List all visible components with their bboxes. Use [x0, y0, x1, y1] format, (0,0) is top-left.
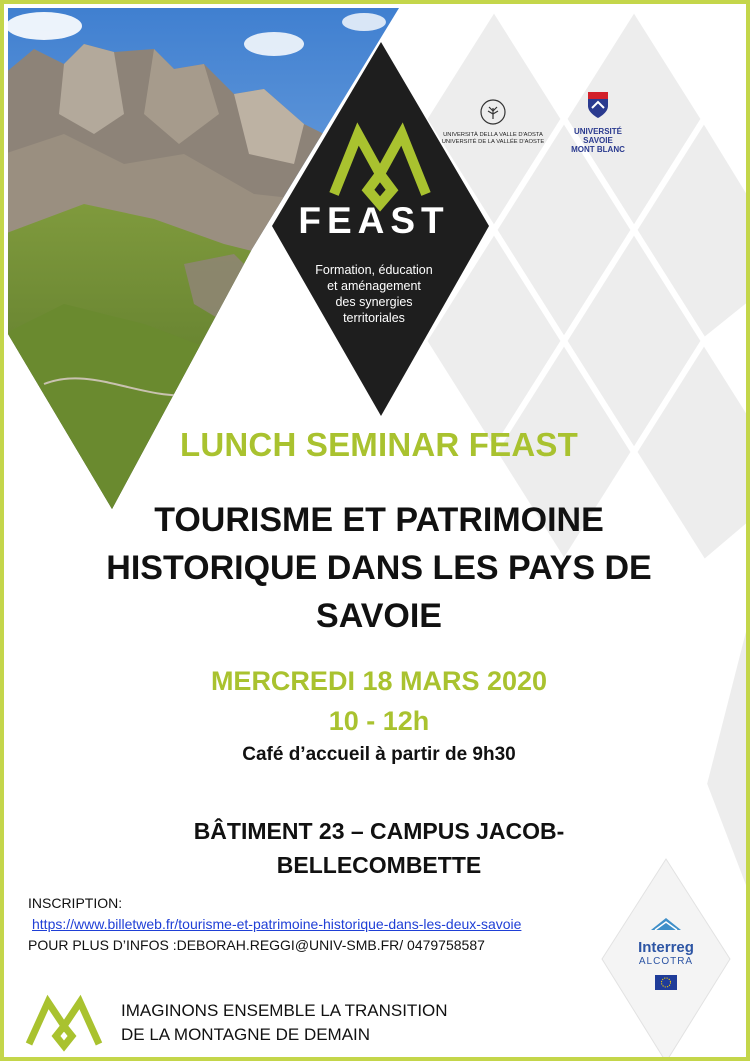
venue-line: BELLECOMBETTE	[276, 852, 482, 878]
aosta-name-it: UNIVERSITÀ DELLA VALLE D'AOSTA	[443, 132, 543, 138]
aosta-university-logo	[439, 99, 547, 146]
feast-logo-subtitle	[294, 262, 454, 326]
contact-info: POUR PLUS D’INFOS :DEBORAH.REGGI@UNIV-SMB.FR/ 0479758587	[28, 937, 485, 953]
seminar-series: LUNCH SEMINAR FEAST	[180, 426, 578, 463]
footer-line: DE LA MONTAGNE DE DEMAIN	[121, 1025, 371, 1044]
footer-feast-icon	[29, 1002, 99, 1046]
registration-link[interactable]: https://www.billetweb.fr/tourisme-et-patrimoine-historique-dans-les-deux-savoie	[32, 916, 522, 932]
interreg-name: Interreg	[638, 939, 694, 956]
smb-university-logo	[566, 90, 630, 154]
smb-line: MONT BLANC	[571, 145, 625, 154]
footer-line: IMAGINONS ENSEMBLE LA TRANSITION	[121, 1001, 448, 1020]
registration-label: INSCRIPTION:	[28, 895, 123, 911]
eu-flag-icon	[655, 975, 677, 990]
venue-line: BÂTIMENT 23 – CAMPUS JACOB-	[193, 818, 565, 844]
aosta-name-fr: UNIVERSITÉ DE LA VALLÉE D'AOSTE	[441, 139, 545, 145]
welcome-coffee: Café d’accueil à partir de 9h30	[242, 744, 516, 765]
smb-shield-icon	[586, 90, 610, 120]
event-date: MERCREDI 18 MARS 2020	[210, 666, 548, 696]
event-title	[4, 496, 750, 640]
title-line: SAVOIE	[316, 597, 442, 635]
event-venue	[4, 814, 750, 882]
interreg-wave-icon	[649, 916, 683, 932]
aosta-tree-icon	[480, 99, 506, 125]
registration-info	[28, 893, 521, 956]
interreg-program: ALCOTRA	[638, 956, 694, 967]
subtitle-line: Formation, éducation	[315, 263, 433, 277]
footer-slogan	[121, 999, 448, 1047]
subtitle-line: et aménagement	[327, 279, 421, 293]
title-line: TOURISME ET PATRIMOINE	[154, 501, 604, 539]
title-line: HISTORIQUE DANS LES PAYS DE	[106, 549, 652, 587]
smb-line: UNIVERSITÉ	[573, 127, 622, 136]
subtitle-line: territoriales	[343, 311, 405, 325]
event-time: 10 - 12h	[328, 706, 430, 736]
feast-logo-text: FEAST	[298, 200, 450, 241]
smb-line: SAVOIE	[583, 136, 613, 145]
subtitle-line: des synergies	[335, 295, 413, 309]
interreg-alcotra-logo	[626, 916, 706, 995]
